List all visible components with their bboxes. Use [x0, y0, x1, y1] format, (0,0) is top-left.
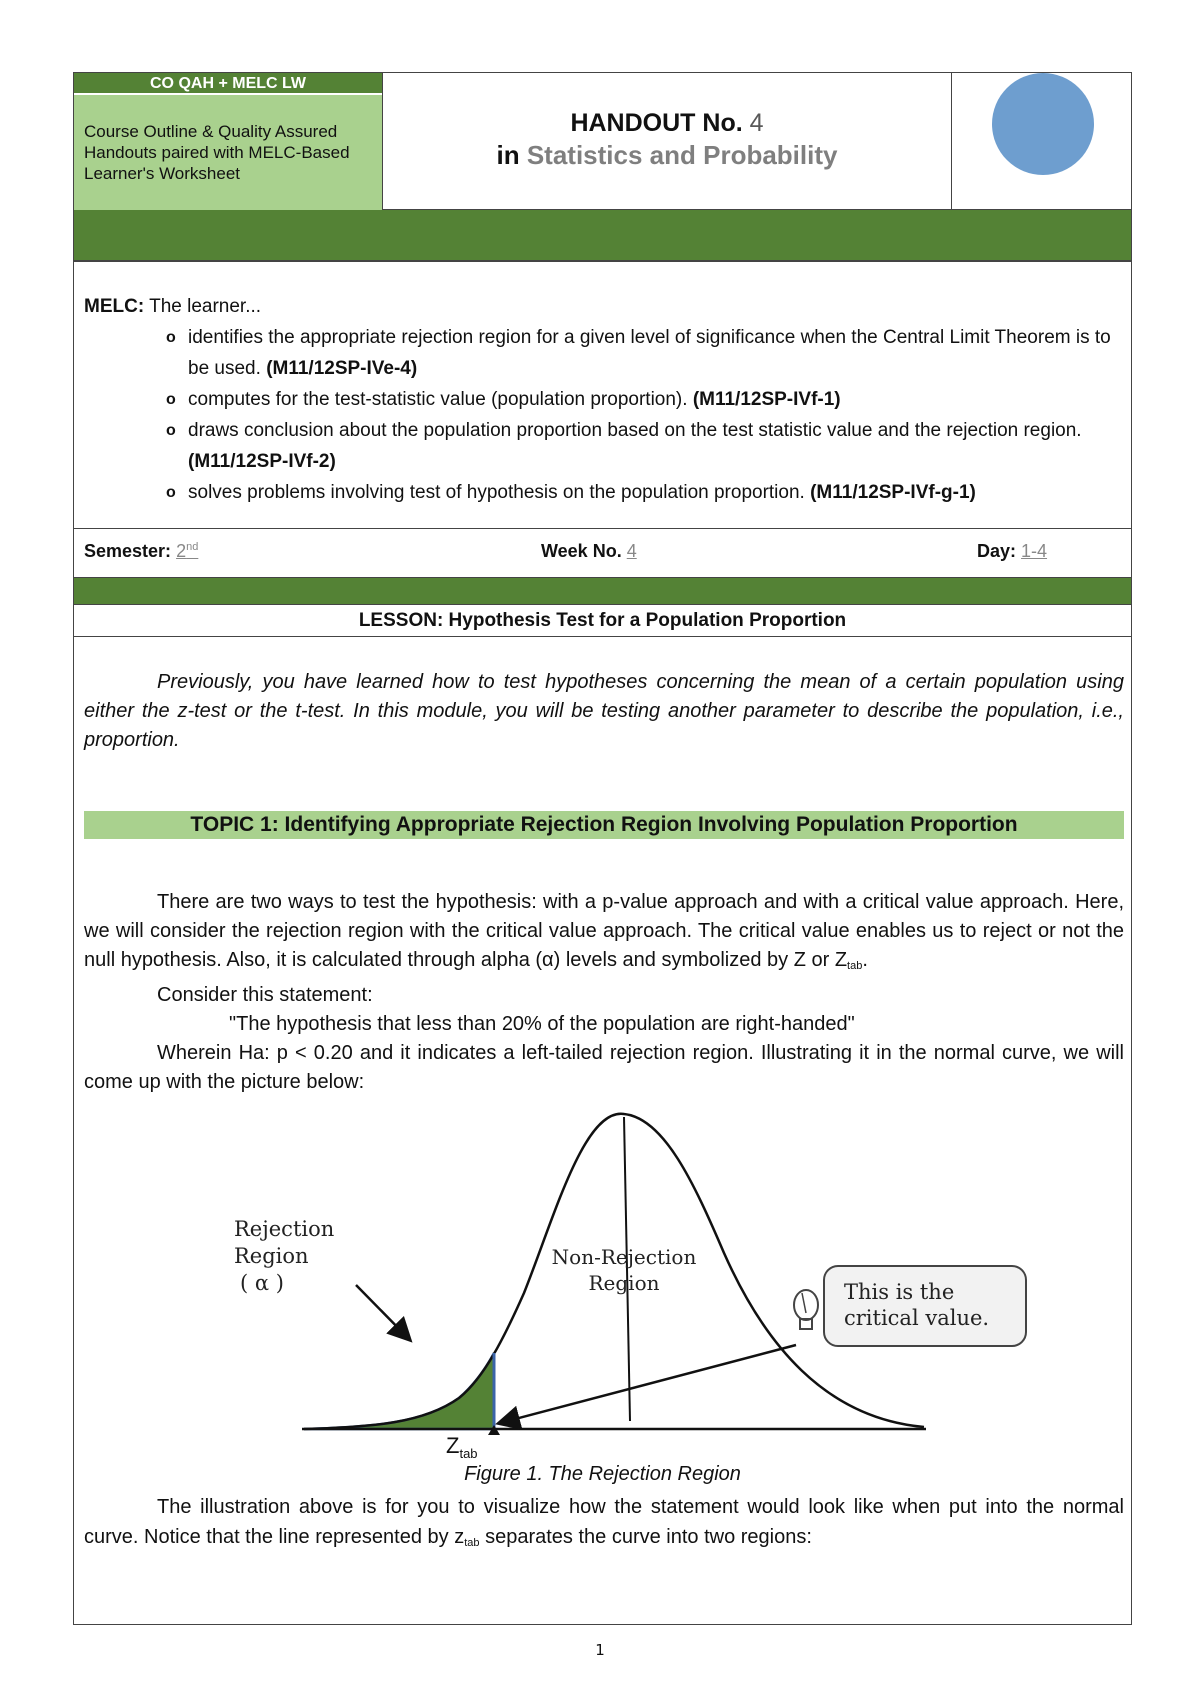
- day-value: 1-4: [1021, 541, 1048, 561]
- melc-item-code: (M11/12SP-IVe-4): [266, 358, 418, 379]
- melc-list: [84, 322, 1124, 508]
- green-divider-bar: [74, 578, 1131, 604]
- week-field: [541, 541, 637, 562]
- rejection-region-label: [234, 1217, 334, 1295]
- melc-item: [84, 477, 1124, 508]
- school-logo: [992, 73, 1094, 175]
- melc-intro: The learner...: [149, 296, 262, 317]
- handout-subject-line: [383, 140, 951, 171]
- header-left-panel: [74, 73, 383, 210]
- svg-text:( α ): ( α ): [240, 1271, 284, 1295]
- semester-field: [84, 541, 198, 562]
- topic-heading: TOPIC 1: Identifying Appropriate Rejection Region Involving Population Proportion: [84, 811, 1124, 839]
- melc-item-text: draws conclusion about the population proportion based on the test statistic value and the rejection region.: [188, 420, 1082, 441]
- melc-heading: [84, 291, 1124, 322]
- handout-header: [74, 73, 1131, 210]
- hypothesis-quote: "The hypothesis that less than 20% of the population are right-handed": [229, 1013, 855, 1035]
- handout-number: 4: [749, 109, 764, 137]
- rejection-arrow: [356, 1285, 409, 1339]
- subject-in-word: in: [496, 140, 520, 170]
- semester-value: 2nd: [176, 541, 199, 561]
- melc-item-text: solves problems involving test of hypothesis on the population proportion.: [188, 482, 805, 503]
- critical-value-arrow: [500, 1345, 796, 1423]
- handout-title: [383, 109, 951, 138]
- svg-text:Rejection: Rejection: [234, 1217, 335, 1241]
- melc-item-text: computes for the test-statistic value (population proportion).: [188, 389, 688, 410]
- handout-frame: [73, 72, 1132, 1625]
- melc-item-code: (M11/12SP-IVf-2): [188, 451, 336, 472]
- melc-item: [84, 322, 1124, 384]
- lesson-title: LESSON: Hypothesis Test for a Population Proportion: [74, 604, 1131, 637]
- header-badge: CO QAH + MELC LW: [74, 73, 382, 95]
- handout-title-prefix: HANDOUT No.: [570, 109, 743, 137]
- header-description: Course Outline & Quality Assured Handouts paired with MELC-Based Learner's Worksheet: [84, 122, 350, 183]
- melc-item-code: (M11/12SP-IVf-1): [692, 389, 841, 410]
- svg-text:critical value.: critical value.: [844, 1306, 990, 1330]
- melc-item-code: (M11/12SP-IVf-g-1): [810, 482, 976, 503]
- topic-body: [84, 888, 1124, 1097]
- melc-label: MELC:: [84, 296, 145, 317]
- svg-text:This is the: This is the: [844, 1280, 955, 1304]
- schedule-row: [74, 528, 1131, 578]
- week-value: 4: [626, 541, 637, 561]
- z-tab-label: $Z_{tab}$: [446, 1433, 478, 1461]
- closing-paragraph: The illustration above is for you to visualize how the statement would look like when put into the normal curve. Notice that the line represented by $z_{tab}$ separates the curve into two regions:: [84, 1496, 1124, 1549]
- paragraph-consider: Consider this statement:: [157, 984, 373, 1006]
- subject-name: Statistics and Probability: [526, 140, 838, 170]
- svg-text:Region: Region: [588, 1271, 660, 1295]
- svg-text:Non-Rejection: Non-Rejection: [551, 1245, 697, 1269]
- non-rejection-region-label: [552, 1245, 697, 1295]
- normal-curve-figure: [224, 1123, 990, 1461]
- semester-label: Semester:: [84, 541, 172, 561]
- divider-line: [74, 260, 1131, 262]
- green-divider-bar: [74, 210, 1131, 260]
- paragraph-alternative: Wherein Ha: p < 0.20 and it indicates a left-tailed rejection region. Illustrating it in the normal curve, we will come up with the picture below:: [84, 1042, 1124, 1093]
- center-line: [624, 1117, 630, 1421]
- melc-item-text: identifies the appropriate rejection region for a given level of significance when the Central Limit Theorem is to be used.: [188, 327, 1111, 379]
- page-number: 1: [595, 1641, 605, 1659]
- melc-section: [84, 291, 1124, 508]
- day-field: [977, 541, 1047, 562]
- week-label: Week No.: [541, 541, 622, 561]
- figure-caption: Figure 1. The Rejection Region: [464, 1463, 741, 1485]
- day-label: Day:: [977, 541, 1017, 561]
- lightbulb-icon: [794, 1290, 818, 1329]
- melc-item: [84, 415, 1124, 477]
- melc-item: [84, 384, 1124, 415]
- intro-paragraph: Previously, you have learned how to test hypotheses concerning the mean of a certain population using either the z-test or the t-test. In this module, you will be testing another parameter to describe the population, i.e., proportion.: [84, 671, 1124, 751]
- svg-text:Region: Region: [234, 1244, 309, 1268]
- paragraph-critical-value: There are two ways to test the hypothesis: with a p-value approach and with a critical value approach. Here, we will consider the rejection region with the critical value approach. The critical value enables us to reject or not the null hypothesis. Also, it is calculated through alpha (α) levels and symbolized by Z or $Z_{tab}$.: [84, 891, 1124, 972]
- header-title-panel: [383, 73, 952, 210]
